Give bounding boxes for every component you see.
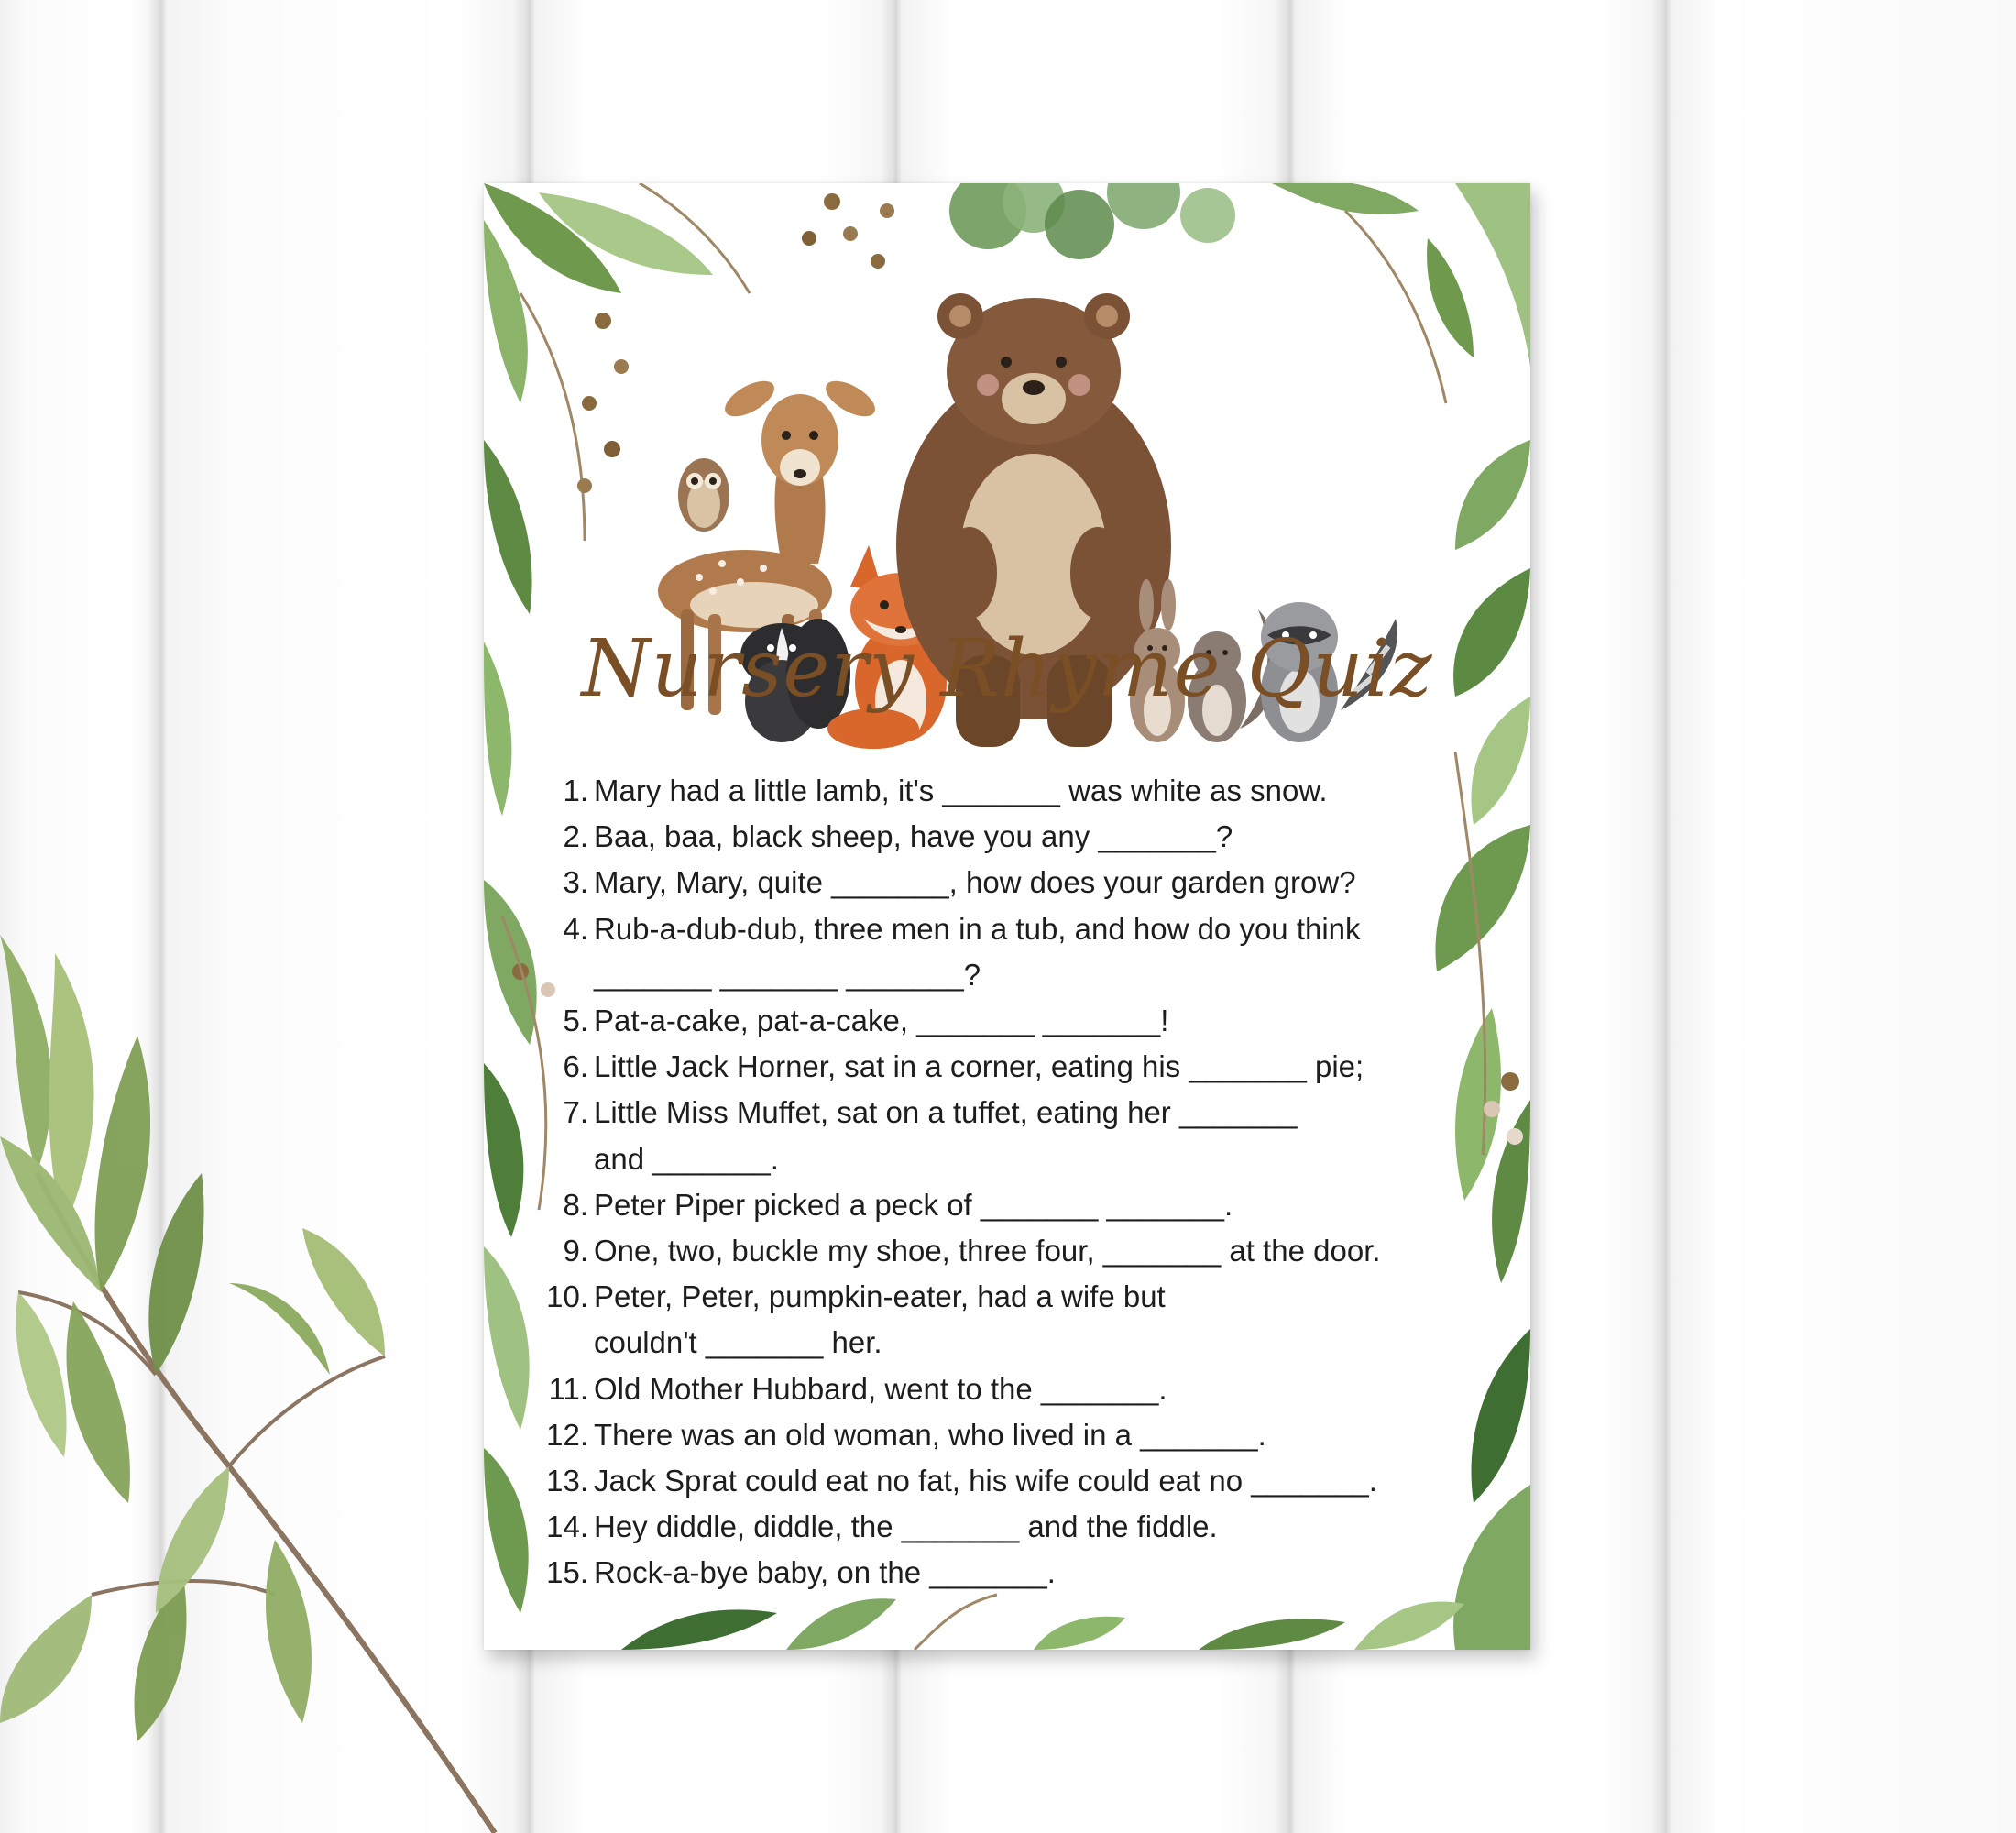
question-number: 12. xyxy=(546,1417,588,1452)
question-number: 10. xyxy=(546,1279,588,1314)
question-line: Mary, Mary, quite _______, how does your garden grow? xyxy=(594,865,1356,900)
question-text xyxy=(588,1182,1233,1228)
question-text xyxy=(588,1044,1364,1090)
question-item xyxy=(511,1228,1501,1274)
question-text xyxy=(588,1550,1056,1596)
question-text xyxy=(588,768,1328,814)
question-text xyxy=(588,1367,1167,1412)
question-item xyxy=(511,1274,1501,1366)
question-text xyxy=(588,1412,1266,1458)
question-number: 3. xyxy=(563,865,588,900)
question-item xyxy=(511,814,1501,860)
question-number: 8. xyxy=(563,1187,588,1222)
question-item xyxy=(511,1550,1501,1596)
question-line: One, two, buckle my shoe, three four, _______ at the door. xyxy=(594,1234,1381,1268)
question-line: couldn't _______ her. xyxy=(594,1325,882,1360)
question-item xyxy=(511,1504,1501,1550)
question-line: Pat-a-cake, pat-a-cake, _______ _______! xyxy=(594,1004,1169,1038)
question-line: _______ _______ _______? xyxy=(594,957,981,992)
question-text xyxy=(588,814,1233,860)
question-number: 6. xyxy=(563,1049,588,1084)
question-text xyxy=(588,1090,1297,1181)
question-item xyxy=(511,1182,1501,1228)
question-line: Rock-a-bye baby, on the _______. xyxy=(594,1555,1056,1590)
question-line: Jack Sprat could eat no fat, his wife could eat no _______. xyxy=(594,1464,1377,1498)
quiz-card xyxy=(484,183,1530,1650)
question-number: 5. xyxy=(563,1004,588,1038)
question-item xyxy=(511,1044,1501,1090)
question-text xyxy=(588,1504,1218,1550)
question-line: There was an old woman, who lived in a _______. xyxy=(594,1417,1266,1452)
question-number: 4. xyxy=(563,911,588,946)
question-item xyxy=(511,1458,1501,1504)
question-number: 1. xyxy=(563,774,588,807)
question-number: 13. xyxy=(546,1464,588,1498)
question-text xyxy=(588,1274,1166,1366)
question-line: Hey diddle, diddle, the _______ and the fiddle. xyxy=(594,1509,1218,1544)
question-line: Mary had a little lamb, it's _______ was white as snow. xyxy=(594,774,1328,807)
woodland-animals-illustration xyxy=(644,270,1405,820)
question-item xyxy=(511,860,1501,906)
question-text xyxy=(588,860,1356,906)
question-item xyxy=(511,1090,1501,1181)
question-text xyxy=(588,998,1168,1044)
question-list xyxy=(511,768,1501,1597)
question-number: 14. xyxy=(546,1509,588,1544)
question-line: Rub-a-dub-dub, three men in a tub, and how do you think xyxy=(594,911,1361,946)
question-number: 7. xyxy=(563,1095,588,1130)
question-line: Little Miss Muffet, sat on a tuffet, eating her _______ xyxy=(594,1095,1298,1130)
question-text xyxy=(588,1458,1377,1504)
question-item xyxy=(511,1367,1501,1412)
bottom-leaves xyxy=(621,1595,1464,1650)
question-item xyxy=(511,768,1501,814)
question-text xyxy=(588,1228,1381,1274)
question-line: Peter Piper picked a peck of _______ _______. xyxy=(594,1187,1233,1222)
question-number: 9. xyxy=(563,1234,588,1268)
question-text xyxy=(588,906,1361,998)
question-item xyxy=(511,1412,1501,1458)
question-item xyxy=(511,906,1501,998)
question-line: Peter, Peter, pumpkin-eater, had a wife but xyxy=(594,1279,1166,1314)
question-line: Old Mother Hubbard, went to the _______. xyxy=(594,1371,1167,1406)
question-number: 2. xyxy=(563,819,588,854)
quiz-title: Nursery Rhyme Quiz xyxy=(581,623,1433,715)
question-number: 11. xyxy=(548,1371,588,1406)
question-line: Little Jack Horner, sat in a corner, eating his _______ pie; xyxy=(594,1049,1364,1084)
question-number: 15. xyxy=(546,1555,588,1590)
olive-branch-decoration xyxy=(0,898,513,1833)
question-line: Baa, baa, black sheep, have you any _______? xyxy=(594,819,1233,854)
question-item xyxy=(511,998,1501,1044)
owl-illustration xyxy=(678,458,729,532)
question-line: and _______. xyxy=(594,1141,779,1176)
